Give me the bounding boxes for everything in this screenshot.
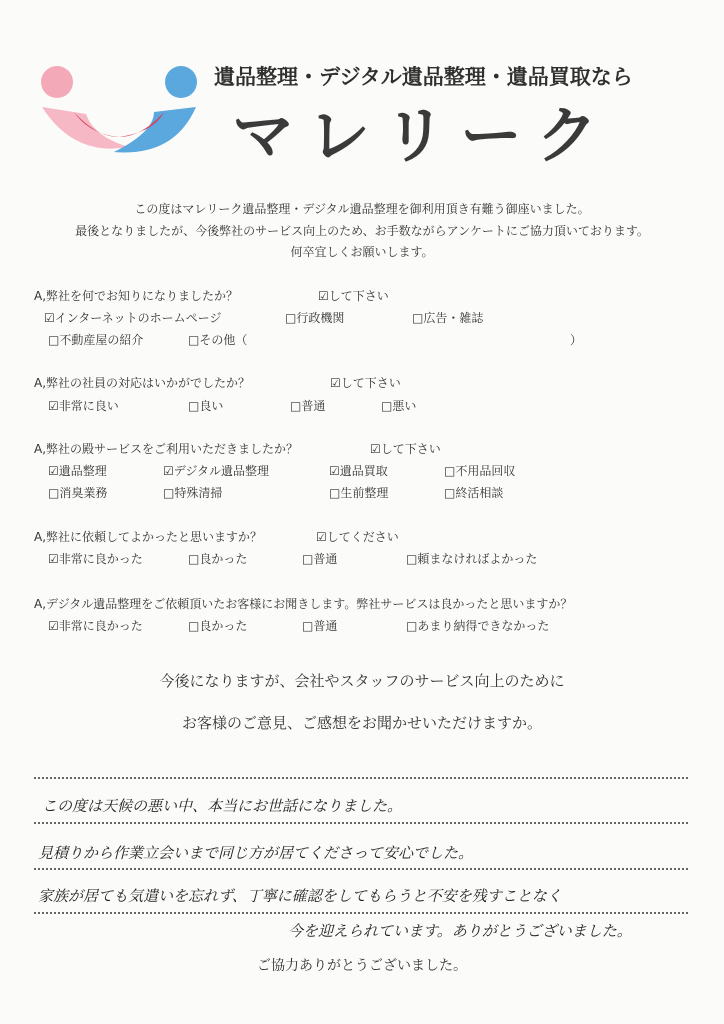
q2-option-good[interactable]: □良い [188, 399, 224, 413]
q4-option-good[interactable]: □良かった [188, 552, 248, 566]
comment-rule [34, 912, 688, 914]
comment-line-2: 見積りから作業立会いまで同じ方が居てくださって安心でした。 [38, 844, 474, 862]
q2-option-bad[interactable]: □悪い [381, 399, 417, 413]
q3-option-purchase[interactable]: ☑遺品買取 [329, 464, 388, 478]
brand-logo-icon [34, 62, 204, 162]
q3-option-junk[interactable]: □不用品回収 [444, 464, 516, 478]
question-2: A,弊社の社員の対応はいかがでしたか？ [34, 376, 251, 390]
q5-option-very-good[interactable]: ☑非常に良かった [48, 619, 143, 633]
brand-tagline: 遺品整理・デジタル遺品整理・遺品買取なら [214, 65, 633, 89]
question-3-note: ☑して下さい [370, 442, 441, 456]
q1-option-other[interactable]: □その他（ [188, 333, 248, 347]
q5-option-unsatisfied[interactable]: □あまり納得できなかった [406, 619, 550, 633]
q4-option-regret[interactable]: □頼まなければよかった [406, 552, 538, 566]
intro-line-3: 何卒宜しくお願いします。 [290, 245, 434, 259]
comment-line-1: この度は天候の悪い中、本当にお世話になりました。 [42, 797, 403, 815]
q3-option-digital-estate[interactable]: ☑デジタル遺品整理 [163, 464, 270, 478]
question-1-note: ☑して下さい [318, 289, 389, 303]
q2-option-very-good[interactable]: ☑非常に良い [48, 399, 119, 413]
comment-rule [34, 868, 688, 870]
comment-line-4: 今を迎えられています。ありがとうございました。 [288, 922, 632, 940]
q4-option-normal[interactable]: □普通 [302, 552, 338, 566]
q1-option-homepage[interactable]: ☑インターネットのホームページ [44, 311, 222, 325]
q1-option-government[interactable]: □行政機関 [285, 311, 345, 325]
q3-option-end-of-life[interactable]: □終活相談 [444, 486, 504, 500]
closing-thanks: ご協力ありがとうございました。 [257, 958, 467, 974]
question-1: A,弊社を何でお知りになりましたか？ [34, 289, 239, 303]
intro-line-1: この度はマレリーク遺品整理・デジタル遺品整理を御利用頂き有難う御座いました。 [134, 202, 590, 216]
q3-option-deodorize[interactable]: □消臭業務 [48, 486, 108, 500]
question-4: A,弊社に依頼してよかったと思いますか？ [34, 530, 263, 544]
feedback-prompt-line-1: 今後になりますが、会社やスタッフのサービス向上のために [159, 672, 565, 690]
q1-option-realestate[interactable]: □不動産屋の紹介 [48, 333, 144, 347]
brand-name: マレリーク [232, 99, 613, 172]
q3-option-special-cleaning[interactable]: □特殊清掃 [163, 486, 223, 500]
question-3: A,弊社の殿サービスをご利用いただきましたか？ [34, 442, 299, 456]
comment-rule [34, 822, 688, 824]
q3-option-estate-cleanup[interactable]: ☑遺品整理 [48, 464, 107, 478]
q1-option-other-close: ） [570, 333, 583, 347]
comment-rule [34, 777, 688, 779]
q2-option-normal[interactable]: □普通 [290, 399, 326, 413]
q5-option-normal[interactable]: □普通 [302, 619, 338, 633]
q5-option-good[interactable]: □良かった [188, 619, 248, 633]
q3-option-pre-death[interactable]: □生前整理 [329, 486, 389, 500]
q4-option-very-good[interactable]: ☑非常に良かった [48, 552, 143, 566]
comment-line-3: 家族が居ても気遣いを忘れず、丁寧に確認をしてもらうと不安を残すことなく [38, 887, 562, 905]
q1-option-ads[interactable]: □広告・雑誌 [412, 311, 484, 325]
question-5: A,デジタル遺品整理をご依頼頂いたお客様にお聞きします。弊社サービスは良かったと思いますか？ [34, 597, 573, 611]
intro-line-2: 最後となりましたが、今後弊社のサービス向上のため、お手数ながらアンケートにご協力頂いております。 [75, 224, 649, 238]
question-4-note: ☑してください [316, 530, 399, 544]
question-2-note: ☑して下さい [330, 376, 401, 390]
feedback-prompt-line-2: お客様のご意見、ご感想をお聞かせいただけますか。 [181, 714, 542, 732]
